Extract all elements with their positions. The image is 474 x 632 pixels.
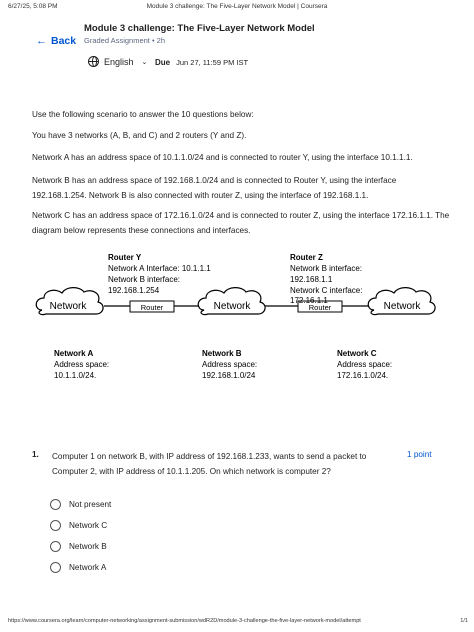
router-y-line1: Network A Interface: 10.1.1.1 [108,264,211,273]
language-selector[interactable] [88,56,147,67]
radio-icon[interactable] [50,499,61,510]
net-b-line2: 192.168.1.0/24 [202,371,256,380]
language-label: English [104,56,134,67]
option-label: Network A [69,563,107,572]
page-title: Module 3 challenge: The Five-Layer Network Model [84,23,315,34]
radio-icon[interactable] [50,562,61,573]
net-c-line2: 172.16.1.0/24. [337,371,389,380]
router-z-line2: 192.168.1.1 [290,275,333,284]
net-a-line2: 10.1.1.0/24. [54,371,97,380]
net-a-name: Network A [54,349,94,358]
scenario-network-a: Network A has an address space of 10.1.1.0/24 and is connected to router Y, using the interface 10.1.1.1. [32,153,413,162]
network-diagram [34,250,446,386]
globe-icon [88,56,99,67]
option-label: Network C [69,521,108,530]
question-points: 1 point [407,450,432,459]
due-label: Due [155,58,171,67]
cloud-network-a [36,288,103,315]
net-b-name: Network B [202,349,242,358]
router-y-box [130,301,174,312]
option-not-present[interactable] [50,499,111,510]
back-label: Back [51,35,77,47]
option-network-a[interactable] [50,562,106,573]
net-a-line1: Address space: [54,360,110,369]
cloud-network-b [198,288,265,315]
back-button[interactable] [36,35,76,47]
router-y-name: Router Y [108,253,142,262]
radio-icon[interactable] [50,520,61,531]
scenario-network-c: Network C has an address space of 172.16.1.0/24 and is connected to router Z, using the interface 172.16.1.1. The diagram below represents these connections and interfaces. [32,211,450,235]
back-arrow-icon: ← [36,35,47,47]
print-title: Module 3 challenge: The Five-Layer Network Model | Coursera [146,3,328,10]
router-z-name: Router Z [290,253,323,262]
cloud-network-c [368,288,435,315]
scenario-network-b: Network B has an address space of 192.168.1.0/24 and is connected to Router Y, using the interface 192.168.1.254. Network B is also connected with router Z, using the interface of 192.168.1.1. [32,176,397,200]
router-y-line2: Network B interface: [108,275,181,284]
scenario-intro: Use the following scenario to answer the 10 questions below: [32,110,254,119]
router-z-label: Router [308,303,332,312]
cloud-label-a: Network [49,301,87,312]
router-z-line1: Network B interface: [290,264,363,273]
due-date [155,58,248,67]
option-label: Network B [69,542,107,551]
print-date: 6/27/25, 5:08 PM [8,3,58,10]
cloud-label-c: Network [383,301,421,312]
router-z-line4: 172.16.1.1 [290,296,328,305]
radio-icon[interactable] [50,541,61,552]
chevron-down-icon: ⌄ [141,58,148,66]
net-c-line1: Address space: [337,360,393,369]
router-y-line3: 192.168.1.254 [108,286,160,295]
option-label: Not present [69,500,112,509]
question-number: 1. [32,450,39,459]
option-network-c[interactable] [50,520,107,531]
footer-url: https://www.coursera.org/learn/computer-networking/assignment-submission/wdR2D/module-3-challenge-the-five-layer-network-model/attempt [8,618,361,624]
scenario-networks: You have 3 networks (A, B, and C) and 2 routers (Y and Z). [32,131,247,140]
page-count: 1/1 [460,618,468,624]
net-b-line1: Address space: [202,360,258,369]
router-z-line3: Network C interface: [290,286,363,295]
option-network-b[interactable] [50,541,107,552]
due-value: Jun 27, 11:59 PM IST [176,58,249,67]
assignment-subtitle: Graded Assignment • 2h [84,36,166,45]
question-text: Computer 1 on network B, with IP address of 192.168.1.233, wants to send a packet to Computer 2, with IP address of 10.1.1.205. On which network is computer 2? [52,452,367,476]
router-y-label: Router [140,303,164,312]
cloud-label-b: Network [213,301,251,312]
net-c-name: Network C [337,349,377,358]
